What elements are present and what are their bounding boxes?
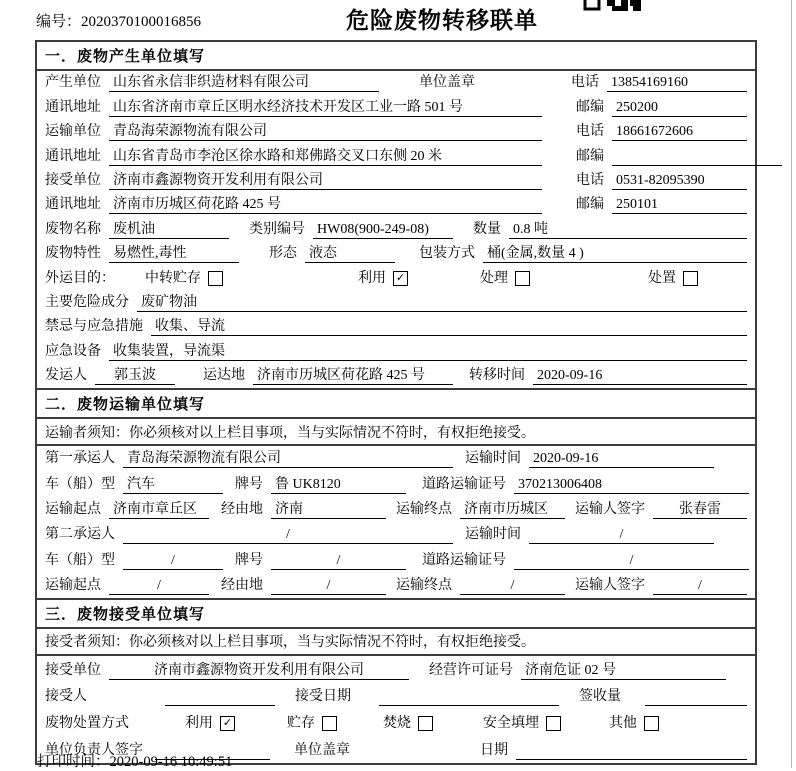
field-label: 主要危险成分 bbox=[45, 294, 129, 310]
field-value: 济南市鑫源物资开发利用有限公司 bbox=[109, 661, 409, 680]
field-label: 数量 bbox=[473, 221, 501, 237]
field-label: 运输终点 bbox=[396, 501, 452, 517]
field-label: 日期 bbox=[480, 743, 508, 759]
field-label: 产生单位 bbox=[45, 75, 101, 91]
row-transporter-address bbox=[37, 144, 755, 168]
field-value: 易燃性,毒性 bbox=[109, 244, 239, 263]
field-value: 济南市章丘区 bbox=[109, 500, 209, 519]
field-label: 接受单位 bbox=[45, 172, 101, 188]
checkbox-option bbox=[483, 714, 561, 733]
field-value: HW08(900-249-08) bbox=[313, 220, 453, 239]
row-waste-name bbox=[37, 217, 755, 241]
print-time-value: 2020-09-16 10:49:51 bbox=[109, 754, 233, 770]
field-label: 运输单位 bbox=[45, 124, 101, 140]
row-producer-address bbox=[37, 95, 755, 119]
section-3-title: 三．废物接受单位填写 bbox=[37, 598, 755, 629]
checkbox-icon bbox=[546, 716, 561, 731]
checkbox-icon bbox=[644, 716, 659, 731]
row-emergency-equipment bbox=[37, 339, 755, 363]
row-first-carrier bbox=[37, 446, 755, 471]
field-value: 青岛海荣源物流有限公司 bbox=[123, 449, 453, 468]
field-value: 济南市历城区荷花路 425 号 bbox=[253, 366, 453, 385]
field-label: 车（船）型 bbox=[45, 476, 115, 492]
checkbox-icon bbox=[208, 271, 223, 286]
field-value: 13854169160 bbox=[607, 73, 747, 92]
row-vehicle-2 bbox=[37, 547, 755, 572]
field-value: / bbox=[271, 551, 406, 570]
checkbox-label: 利用 bbox=[358, 270, 386, 286]
row-waste-characteristics bbox=[37, 242, 755, 266]
field-value: / bbox=[529, 525, 714, 544]
viewer-edge-divider bbox=[791, 0, 792, 768]
row-receiver-address bbox=[37, 193, 755, 217]
field-label: 通讯地址 bbox=[45, 99, 101, 115]
field-value: 山东省永信非织造材料有限公司 bbox=[109, 73, 379, 92]
row-receiver-person bbox=[37, 683, 755, 710]
field-label: 牌号 bbox=[235, 552, 263, 568]
field-value bbox=[612, 147, 782, 166]
checkbox-icon bbox=[418, 716, 433, 731]
field-value: 250200 bbox=[612, 98, 747, 117]
row-vehicle-1 bbox=[37, 471, 755, 496]
serial-label: 编号： bbox=[36, 14, 82, 30]
field-value: 0.8 吨 bbox=[509, 220, 747, 239]
field-label: 类别编号 bbox=[249, 221, 305, 237]
field-label: 废物名称 bbox=[45, 221, 101, 237]
field-label: 包装方式 bbox=[419, 246, 475, 262]
section-2-title: 二．废物运输单位填写 bbox=[37, 388, 755, 419]
row-route-2 bbox=[37, 573, 755, 598]
field-label: 运输人签字 bbox=[575, 501, 645, 517]
field-value bbox=[516, 741, 747, 760]
row-producer-unit bbox=[37, 71, 755, 95]
field-label: 通讯地址 bbox=[45, 148, 101, 164]
field-value: 张春雷 bbox=[653, 500, 747, 519]
section-3-note: 接受者须知：你必须核对以上栏目事项，当与实际情况不符时，有权拒绝接受。 bbox=[37, 629, 755, 656]
field-value: / bbox=[123, 551, 223, 570]
field-label: 接受单位 bbox=[45, 662, 101, 678]
field-value: 收集装置，导流渠 bbox=[109, 342, 747, 361]
checkbox-label: 中转贮存 bbox=[145, 270, 201, 286]
field-label: 废物特性 bbox=[45, 246, 101, 262]
field-label: 运输起点 bbox=[45, 501, 101, 517]
checkbox-label: 贮存 bbox=[287, 716, 315, 732]
field-value bbox=[379, 687, 559, 706]
field-value: 山东省济南市章丘区明水经济技术开发区工业一路 501 号 bbox=[109, 98, 542, 117]
field-value: 汽车 bbox=[123, 475, 223, 494]
field-label: 经由地 bbox=[221, 577, 263, 593]
field-value: 桶(金属,数量 4 ) bbox=[483, 244, 747, 263]
checkbox-icon: ✓ bbox=[220, 716, 235, 731]
row-disposal-method bbox=[37, 709, 755, 736]
field-label: 单位负责人签字 bbox=[45, 743, 143, 759]
field-value: 废机油 bbox=[109, 220, 229, 239]
field-label: 发运人 bbox=[45, 368, 87, 384]
field-label: 单位盖章 bbox=[294, 743, 350, 759]
checkbox-icon bbox=[322, 716, 337, 731]
checkbox-label: 安全填埋 bbox=[483, 716, 539, 732]
field-label: 车（船）型 bbox=[45, 552, 115, 568]
field-label: 邮编 bbox=[576, 197, 604, 213]
field-label: 运达地 bbox=[203, 368, 245, 384]
field-label: 签收量 bbox=[579, 689, 621, 705]
qr-code-icon bbox=[583, 0, 641, 11]
field-label: 接受人 bbox=[45, 689, 87, 705]
row-second-carrier bbox=[37, 522, 755, 547]
serial-value: 2020370100016856 bbox=[81, 14, 202, 30]
field-label: 运输起点 bbox=[45, 577, 101, 593]
checkbox-option bbox=[358, 269, 408, 288]
checkbox-icon bbox=[515, 271, 530, 286]
checkbox-label: 处理 bbox=[480, 270, 508, 286]
field-value: 济南 bbox=[271, 500, 386, 519]
field-value: / bbox=[653, 576, 747, 595]
field-value: / bbox=[460, 576, 565, 595]
field-value: 济南市历城区 bbox=[460, 500, 565, 519]
field-label: 接受日期 bbox=[295, 689, 351, 705]
section-1-title: 一．废物产生单位填写 bbox=[37, 42, 755, 71]
field-value: 济南危证 02 号 bbox=[521, 661, 726, 680]
field-label: 禁忌与应急措施 bbox=[45, 319, 143, 335]
field-label: 电话 bbox=[576, 172, 604, 188]
checkbox-option bbox=[383, 714, 433, 733]
section-2 bbox=[37, 446, 755, 598]
field-value: 郭玉波 bbox=[95, 366, 175, 385]
field-value: 山东省青岛市李沧区徐水路和郑佛路交叉口东侧 20 米 bbox=[109, 147, 542, 166]
section-3 bbox=[37, 656, 755, 763]
field-value: 废矿物油 bbox=[137, 293, 747, 312]
row-transporter-unit bbox=[37, 120, 755, 144]
field-value bbox=[645, 687, 747, 706]
field-label: 运输终点 bbox=[396, 577, 452, 593]
field-label: 通讯地址 bbox=[45, 197, 101, 213]
field-label: 应急设备 bbox=[45, 343, 101, 359]
checkbox-option bbox=[609, 714, 659, 733]
checkbox-option bbox=[287, 714, 337, 733]
field-value: 鲁 UK8120 bbox=[271, 475, 406, 494]
field-label: 道路运输证号 bbox=[422, 476, 506, 492]
checkbox-option bbox=[185, 714, 235, 733]
field-label: 电话 bbox=[571, 75, 599, 91]
row-receiver-unit bbox=[37, 169, 755, 193]
field-label: 牌号 bbox=[235, 476, 263, 492]
checkbox-label: 其他 bbox=[609, 716, 637, 732]
field-value: 370213006408 bbox=[514, 475, 749, 494]
field-value: 济南市鑫源物资开发利用有限公司 bbox=[109, 171, 542, 190]
field-value: 液态 bbox=[305, 244, 395, 263]
field-label: 运输时间 bbox=[465, 451, 521, 467]
field-label: 形态 bbox=[269, 246, 297, 262]
checkbox-option bbox=[648, 269, 698, 288]
checkbox-icon bbox=[683, 271, 698, 286]
field-value: / bbox=[271, 576, 386, 595]
field-label: 第二承运人 bbox=[45, 527, 115, 543]
field-label: 邮编 bbox=[576, 99, 604, 115]
field-value: / bbox=[514, 551, 749, 570]
field-value bbox=[165, 687, 275, 706]
field-label: 单位盖章 bbox=[419, 75, 475, 91]
row-main-hazard bbox=[37, 291, 755, 315]
checkbox-label: 焚烧 bbox=[383, 716, 411, 732]
field-label: 经营许可证号 bbox=[429, 662, 513, 678]
page-title: 危险废物转移联单 bbox=[346, 7, 538, 33]
checkbox-label: 利用 bbox=[185, 716, 213, 732]
field-value: 0531-82095390 bbox=[612, 171, 747, 190]
section-2-note: 运输者须知：你必须核对以上栏目事项，当与实际情况不符时，有权拒绝接受。 bbox=[37, 419, 755, 446]
field-label: 转移时间 bbox=[469, 368, 525, 384]
field-label: 运输人签字 bbox=[575, 577, 645, 593]
checkbox-option bbox=[145, 269, 223, 288]
field-value: 2020-09-16 bbox=[533, 366, 747, 385]
field-value: 青岛海荣源物流有限公司 bbox=[109, 122, 542, 141]
print-time-label: 打印时间： bbox=[37, 754, 110, 770]
field-value: 250101 bbox=[612, 195, 747, 214]
checkbox-option bbox=[480, 269, 530, 288]
field-label: 经由地 bbox=[221, 501, 263, 517]
field-label: 邮编 bbox=[576, 148, 604, 164]
field-label: 废物处置方式 bbox=[45, 716, 129, 732]
field-value: 2020-09-16 bbox=[529, 449, 714, 468]
row-emergency-measures bbox=[37, 315, 755, 339]
section-1 bbox=[37, 71, 755, 388]
row-transfer-purpose bbox=[37, 266, 755, 290]
checkbox-icon: ✓ bbox=[393, 271, 408, 286]
field-value: 济南市历城区荷花路 425 号 bbox=[109, 195, 542, 214]
field-label: 第一承运人 bbox=[45, 451, 115, 467]
field-label: 运输时间 bbox=[465, 527, 521, 543]
field-label: 外运目的： bbox=[45, 270, 115, 286]
field-label: 道路运输证号 bbox=[422, 552, 506, 568]
field-value: / bbox=[109, 576, 209, 595]
field-value: / bbox=[123, 525, 453, 544]
field-value: 18661672606 bbox=[612, 122, 747, 141]
row-route-1 bbox=[37, 497, 755, 522]
checkbox-label: 处置 bbox=[648, 270, 676, 286]
field-value: 收集、导流 bbox=[151, 317, 747, 336]
manifest-form bbox=[35, 40, 757, 765]
row-consignor bbox=[37, 364, 755, 388]
field-label: 电话 bbox=[576, 124, 604, 140]
row-receiving-unit bbox=[37, 656, 755, 683]
